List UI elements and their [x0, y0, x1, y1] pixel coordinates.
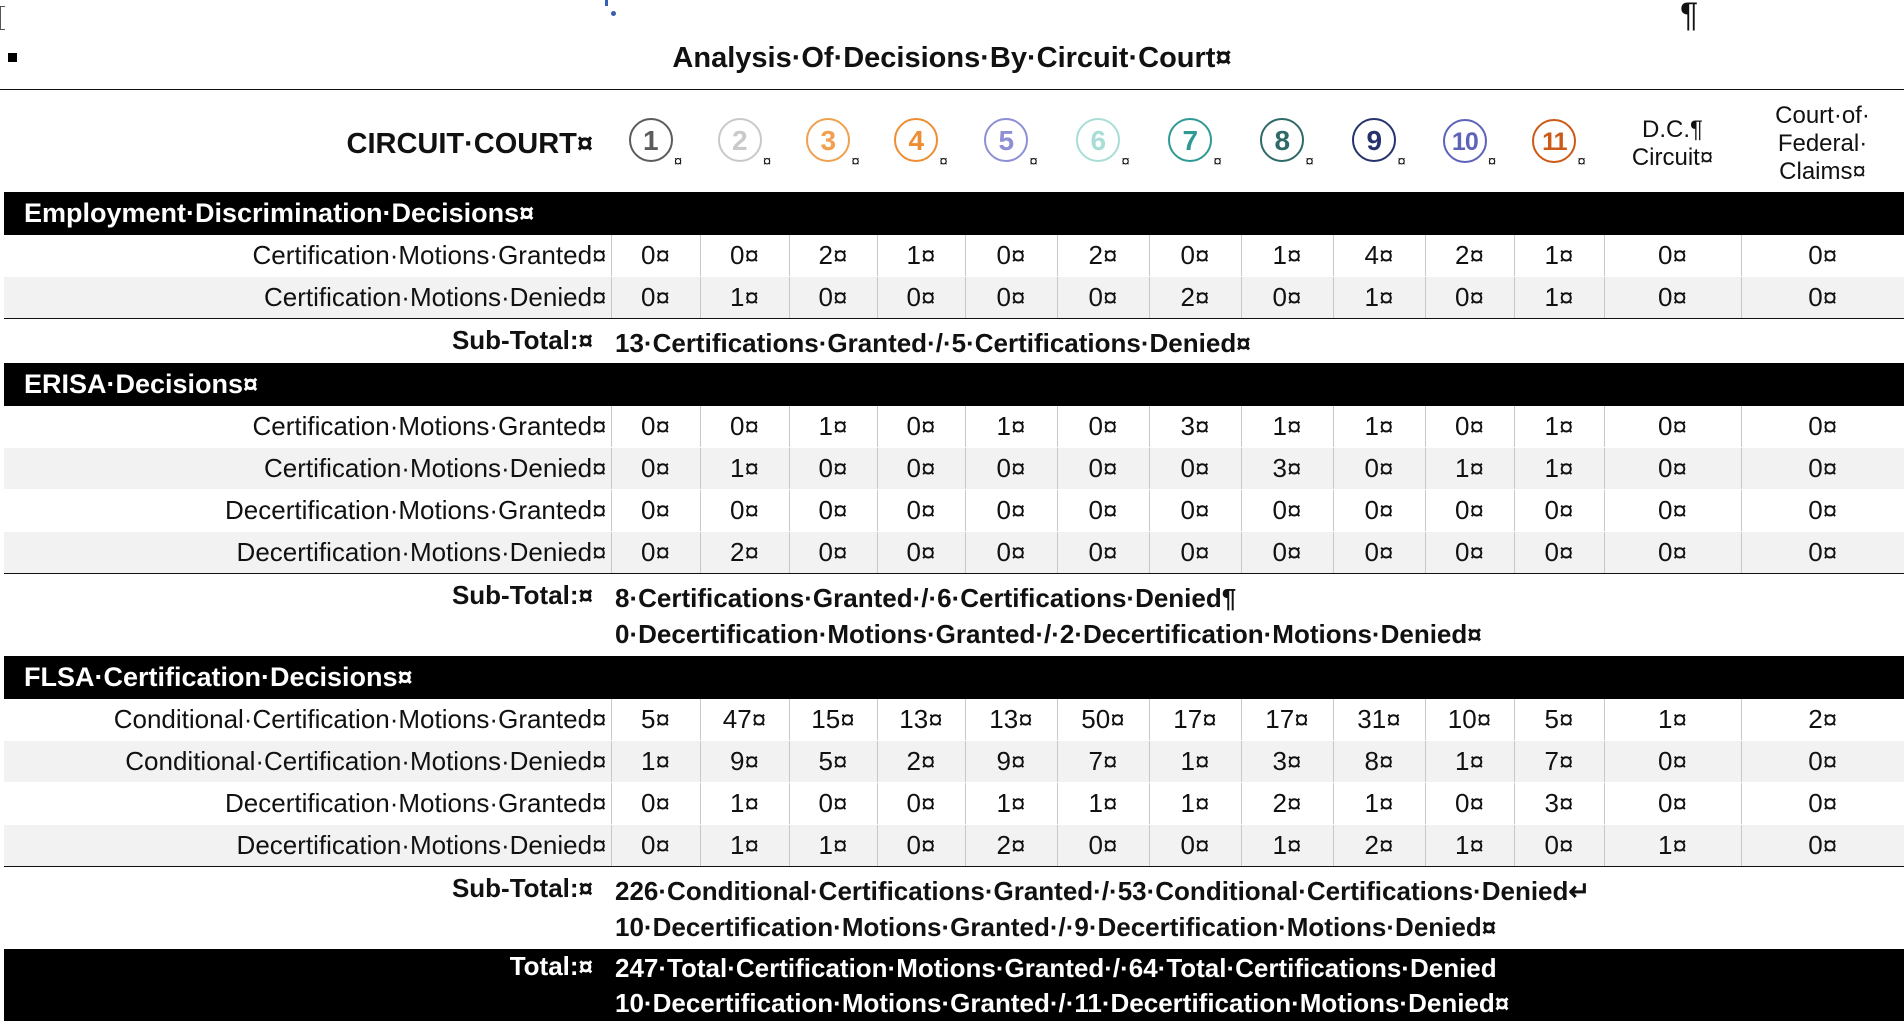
subtotal-text: [611, 319, 1904, 364]
value-cell: 13¤: [877, 699, 965, 741]
value-cell: 1¤: [1333, 277, 1425, 319]
pilcrow-mark: ¶: [1680, 0, 1699, 34]
section-header-row: [4, 363, 1904, 406]
value-cell: 13¤: [965, 699, 1057, 741]
cell-end-mark: ¤: [1029, 153, 1038, 170]
value-cell: 0¤: [1425, 277, 1514, 319]
value-cell: 15¤: [789, 699, 877, 741]
subtotal-label: Sub-Total:¤: [451, 873, 593, 903]
value-cell: 0¤: [1741, 783, 1904, 825]
value-cell: 0¤: [1604, 532, 1741, 574]
value-cell: 0¤: [1149, 235, 1241, 277]
value-cell: 1¤: [877, 235, 965, 277]
value-cell: 7¤: [1514, 741, 1604, 783]
circuit-number-badge: 8: [1260, 118, 1304, 162]
row-label: Certification·Motions·Granted¤: [4, 406, 611, 448]
value-cell: 1¤: [611, 741, 700, 783]
subtotal-line: 226·Conditional·Certifications·Granted·/·53·Conditional·Certifications·Denied↵: [615, 876, 1591, 906]
table-row: [4, 532, 1904, 574]
value-cell: 0¤: [1241, 277, 1333, 319]
value-cell: 2¤: [877, 741, 965, 783]
total-text: [611, 949, 1904, 1021]
value-cell: 0¤: [965, 448, 1057, 490]
value-cell: 0¤: [700, 406, 789, 448]
value-cell: 1¤: [1514, 406, 1604, 448]
row-label: Certification·Motions·Denied¤: [4, 448, 611, 490]
subtotal-text: [611, 574, 1904, 657]
value-cell: 0¤: [1604, 406, 1741, 448]
table-row: [4, 741, 1904, 783]
value-cell: 1¤: [1604, 825, 1741, 867]
corner-bracket-mark: [0, 6, 5, 30]
value-cell: 2¤: [1333, 825, 1425, 867]
value-cell: 0¤: [1057, 406, 1149, 448]
subtotal-label: Sub-Total:¤: [451, 580, 593, 610]
value-cell: 0¤: [611, 783, 700, 825]
value-cell: 0¤: [1604, 783, 1741, 825]
page-title: Analysis·Of·Decisions·By·Circuit·Court¤: [672, 42, 1232, 74]
subtotal-row: [4, 574, 1904, 657]
total-row: [4, 949, 1904, 1021]
value-cell: 1¤: [1241, 825, 1333, 867]
value-cell: 9¤: [700, 741, 789, 783]
value-cell: 1¤: [1514, 235, 1604, 277]
value-cell: 1¤: [789, 825, 877, 867]
value-cell: 50¤: [1057, 699, 1149, 741]
handle-dot: [611, 11, 616, 16]
circuit-number-badge: 7: [1168, 118, 1212, 162]
circuit-number-badge: 4: [894, 118, 938, 162]
value-cell: 0¤: [877, 825, 965, 867]
cell-end-mark: ¤: [1487, 152, 1497, 170]
table-row: [4, 783, 1904, 825]
value-cell: 1¤: [1057, 783, 1149, 825]
value-cell: 0¤: [877, 406, 965, 448]
value-cell: 0¤: [1741, 277, 1904, 319]
subtotal-line: 10·Decertification·Motions·Granted·/·9·Decertification·Motions·Denied¤: [615, 912, 1497, 942]
value-cell: 0¤: [965, 277, 1057, 319]
row-label: Conditional·Certification·Motions·Granted¤: [4, 699, 611, 741]
subtotal-row: [4, 867, 1904, 950]
row-label: Decertification·Motions·Granted¤: [4, 783, 611, 825]
value-cell: 0¤: [789, 490, 877, 532]
value-cell: 0¤: [1425, 783, 1514, 825]
value-cell: 4¤: [1333, 235, 1425, 277]
value-cell: 0¤: [1741, 825, 1904, 867]
value-cell: 0¤: [1604, 741, 1741, 783]
circuit-col-header: [789, 96, 877, 192]
value-cell: 8¤: [1333, 741, 1425, 783]
circuit-number-badge: 10: [1443, 119, 1487, 163]
circuit-col-header: [877, 96, 965, 192]
row-label: Conditional·Certification·Motions·Denied¤: [4, 741, 611, 783]
total-line: 10·Decertification·Motions·Granted·/·11·Decertification·Motions·Denied¤: [615, 988, 1510, 1018]
value-cell: 0¤: [1149, 490, 1241, 532]
circuit-col-header: [1241, 96, 1333, 192]
value-cell: 0¤: [1514, 532, 1604, 574]
circuit-col-header: [1149, 96, 1241, 192]
value-cell: 0¤: [1057, 448, 1149, 490]
circuit-number-badge: 6: [1076, 118, 1120, 162]
value-cell: 2¤: [965, 825, 1057, 867]
value-cell: 0¤: [1604, 448, 1741, 490]
value-cell: 0¤: [611, 277, 700, 319]
section-title: FLSA·Certification·Decisions¤: [4, 656, 1904, 699]
table-row: [4, 699, 1904, 741]
value-cell: 0¤: [1741, 741, 1904, 783]
value-cell: 0¤: [1057, 532, 1149, 574]
value-cell: 1¤: [1425, 741, 1514, 783]
value-cell: 0¤: [1333, 448, 1425, 490]
circuit-number-badge: 11: [1532, 119, 1576, 163]
value-cell: 10¤: [1425, 699, 1514, 741]
value-cell: 1¤: [700, 448, 789, 490]
value-cell: 0¤: [1241, 490, 1333, 532]
federal-claims-header-line: Court·of·: [1775, 102, 1870, 129]
value-cell: 0¤: [877, 448, 965, 490]
table-row: [4, 406, 1904, 448]
value-cell: 1¤: [1333, 406, 1425, 448]
handle-mark: [605, 0, 608, 6]
value-cell: 3¤: [1241, 448, 1333, 490]
value-cell: 0¤: [965, 532, 1057, 574]
value-cell: 1¤: [700, 783, 789, 825]
value-cell: 1¤: [789, 406, 877, 448]
value-cell: 3¤: [1241, 741, 1333, 783]
dc-circuit-header-line: Circuit¤: [1631, 144, 1714, 171]
value-cell: 3¤: [1514, 783, 1604, 825]
value-cell: 0¤: [1604, 235, 1741, 277]
value-cell: 1¤: [1149, 741, 1241, 783]
total-line: 247·Total·Certification·Motions·Granted·/·64·Total·Certifications·Denied: [615, 953, 1497, 983]
cell-end-mark: ¤: [1577, 152, 1586, 170]
circuit-court-header: CIRCUIT·COURT¤: [346, 127, 593, 160]
section-title: ERISA·Decisions¤: [4, 363, 1904, 406]
value-cell: 0¤: [1741, 406, 1904, 448]
circuit-col-header: [965, 96, 1057, 192]
cell-end-mark: ¤: [851, 153, 860, 170]
federal-claims-header-line: Claims¤: [1779, 158, 1866, 185]
row-label: Certification·Motions·Denied¤: [4, 277, 611, 319]
section-title: Employment·Discrimination·Decisions¤: [4, 192, 1904, 235]
value-cell: 0¤: [1741, 448, 1904, 490]
table-row: [4, 490, 1904, 532]
circuit-col-header: [700, 96, 789, 192]
value-cell: 0¤: [1149, 448, 1241, 490]
value-cell: 1¤: [700, 277, 789, 319]
value-cell: 0¤: [611, 235, 700, 277]
value-cell: 1¤: [965, 783, 1057, 825]
value-cell: 5¤: [611, 699, 700, 741]
table-row: [4, 235, 1904, 277]
value-cell: 1¤: [700, 825, 789, 867]
value-cell: 0¤: [877, 277, 965, 319]
circuit-number-badge: 1: [629, 118, 673, 162]
value-cell: 0¤: [611, 490, 700, 532]
cell-end-mark: ¤: [673, 153, 683, 170]
value-cell: 1¤: [1425, 825, 1514, 867]
value-cell: 2¤: [1241, 783, 1333, 825]
circuit-number-badge: 3: [806, 118, 850, 162]
value-cell: 0¤: [1149, 532, 1241, 574]
value-cell: 2¤: [789, 235, 877, 277]
value-cell: 0¤: [700, 235, 789, 277]
value-cell: 47¤: [700, 699, 789, 741]
value-cell: 0¤: [789, 448, 877, 490]
value-cell: 0¤: [1333, 532, 1425, 574]
circuit-col-header: [1425, 96, 1514, 192]
value-cell: 2¤: [1149, 277, 1241, 319]
header-row: [4, 96, 1904, 192]
value-cell: 3¤: [1149, 406, 1241, 448]
circuit-number-badge: 9: [1352, 118, 1396, 162]
value-cell: 0¤: [700, 490, 789, 532]
value-cell: 0¤: [611, 825, 700, 867]
value-cell: 0¤: [1057, 490, 1149, 532]
subtotal-label: Sub-Total:¤: [451, 325, 593, 355]
decisions-table: [4, 96, 1904, 1021]
value-cell: 0¤: [1241, 532, 1333, 574]
value-cell: 0¤: [1604, 277, 1741, 319]
value-cell: 0¤: [965, 490, 1057, 532]
value-cell: 5¤: [789, 741, 877, 783]
federal-claims-header: [1741, 96, 1904, 192]
subtotal-line: 13·Certifications·Granted·/·5·Certifications·Denied¤: [615, 328, 1251, 358]
circuit-col-header: [611, 96, 700, 192]
value-cell: 31¤: [1333, 699, 1425, 741]
value-cell: 0¤: [1514, 490, 1604, 532]
dc-circuit-header-line: D.C.¶: [1642, 116, 1703, 143]
value-cell: 7¤: [1057, 741, 1149, 783]
value-cell: 17¤: [1149, 699, 1241, 741]
value-cell: 5¤: [1514, 699, 1604, 741]
value-cell: 1¤: [965, 406, 1057, 448]
cell-end-mark: ¤: [1213, 153, 1222, 170]
circuit-col-header: [1514, 96, 1604, 192]
value-cell: 2¤: [700, 532, 789, 574]
value-cell: 1¤: [1333, 783, 1425, 825]
value-cell: 1¤: [1241, 406, 1333, 448]
value-cell: 0¤: [611, 448, 700, 490]
value-cell: 2¤: [1057, 235, 1149, 277]
table-row: [4, 277, 1904, 319]
cell-end-mark: ¤: [1397, 153, 1406, 170]
value-cell: 0¤: [1149, 825, 1241, 867]
title-rule: [0, 89, 1904, 90]
value-cell: 0¤: [611, 406, 700, 448]
subtotal-text: [611, 867, 1904, 950]
value-cell: 9¤: [965, 741, 1057, 783]
dc-circuit-header: [1604, 96, 1741, 192]
total-label: Total:¤: [4, 949, 611, 1021]
row-label: Decertification·Motions·Denied¤: [4, 825, 611, 867]
cell-end-mark: ¤: [1121, 153, 1130, 170]
section-header-row: [4, 192, 1904, 235]
value-cell: 2¤: [1741, 699, 1904, 741]
value-cell: 0¤: [611, 532, 700, 574]
row-label: Decertification·Motions·Granted¤: [4, 490, 611, 532]
section-header-row: [4, 656, 1904, 699]
value-cell: 0¤: [877, 783, 965, 825]
row-label: Decertification·Motions·Denied¤: [4, 532, 611, 574]
value-cell: 0¤: [1741, 235, 1904, 277]
value-cell: 1¤: [1149, 783, 1241, 825]
value-cell: 2¤: [1425, 235, 1514, 277]
cell-end-mark: ¤: [939, 153, 948, 170]
cell-end-mark: ¤: [762, 153, 772, 170]
value-cell: 0¤: [1057, 277, 1149, 319]
value-cell: 0¤: [877, 490, 965, 532]
value-cell: 1¤: [1514, 448, 1604, 490]
value-cell: 0¤: [1604, 490, 1741, 532]
value-cell: 1¤: [1604, 699, 1741, 741]
value-cell: 0¤: [789, 532, 877, 574]
row-label: Certification·Motions·Granted¤: [4, 235, 611, 277]
subtotal-line: 8·Certifications·Granted·/·6·Certifications·Denied¶: [615, 583, 1237, 613]
value-cell: 0¤: [1425, 406, 1514, 448]
value-cell: 0¤: [1333, 490, 1425, 532]
circuit-number-badge: 5: [984, 118, 1028, 162]
circuit-col-header: [1333, 96, 1425, 192]
table-row: [4, 825, 1904, 867]
cell-end-mark: ¤: [1305, 153, 1314, 170]
subtotal-line: 0·Decertification·Motions·Granted·/·2·Decertification·Motions·Denied¤: [615, 619, 1482, 649]
value-cell: 0¤: [1057, 825, 1149, 867]
subtotal-row: [4, 319, 1904, 364]
value-cell: 0¤: [1425, 490, 1514, 532]
value-cell: 0¤: [789, 277, 877, 319]
value-cell: 0¤: [1425, 532, 1514, 574]
value-cell: 0¤: [789, 783, 877, 825]
value-cell: 0¤: [1514, 825, 1604, 867]
circuit-number-badge: 2: [718, 118, 762, 162]
value-cell: 0¤: [1741, 490, 1904, 532]
value-cell: 0¤: [877, 532, 965, 574]
table-row: [4, 448, 1904, 490]
value-cell: 0¤: [1741, 532, 1904, 574]
value-cell: 0¤: [965, 235, 1057, 277]
federal-claims-header-line: Federal·: [1777, 130, 1868, 157]
value-cell: 1¤: [1425, 448, 1514, 490]
value-cell: 1¤: [1241, 235, 1333, 277]
value-cell: 1¤: [1514, 277, 1604, 319]
value-cell: 17¤: [1241, 699, 1333, 741]
circuit-col-header: [1057, 96, 1149, 192]
